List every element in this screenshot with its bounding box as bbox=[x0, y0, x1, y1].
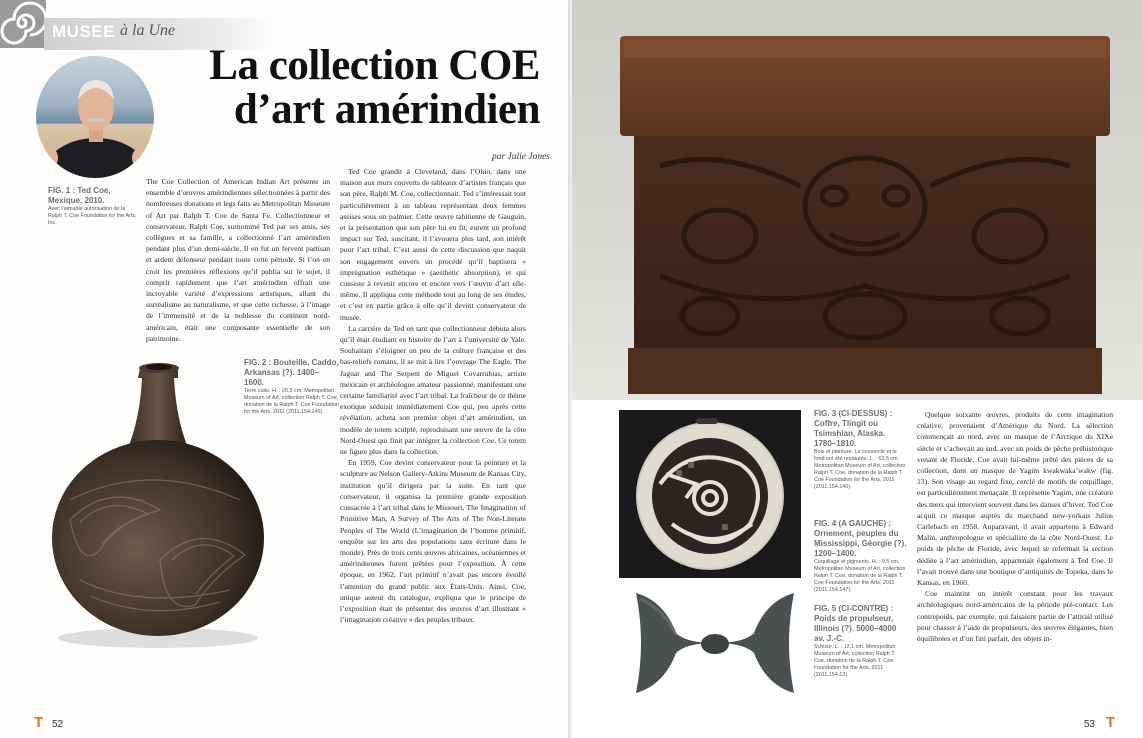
byline: par Julie Jones bbox=[491, 152, 550, 162]
caption-fig1-body: Avec l’aimable autorisation de la Ralph T. Coe Foundation for the Arts, Inc. bbox=[48, 206, 137, 226]
page-number-right: 53 bbox=[1083, 719, 1095, 730]
caption-fig3-head: FIG. 3 (CI-DESSUS) : Coffre, Tlingit ou Tsimshian, Alaska. 1780–1810. bbox=[814, 409, 893, 448]
portrait-photo bbox=[36, 56, 154, 178]
paragraph: Quelque soixante œuvres, produits de cette imagination créative, provenaient d’Amérique du Nord. La sélection commençait au nord, avec un masque de l’Arctique du XIXe siècle et s’achevait au sud, avec un poids de pêche préhistorique venant de Floride. Coe avait lui-même prêté des pièces de sa collection, dont un masque de Yagim kwakwaka’wakw (fig. 13). Son visage au regard fixe, cerclé de motifs de coquillage, est particulièrement menaçant. Il représente Yagim, une créature des mers qui intervient souvent dans les danses d’hiver. Ted Coe acquit ce masque auprès du marchand new-yorkais Julius Carlebach en 1958. Auparavant, il avait appartenu à Edward Malin, anthropologue et spécialiste de la côte Nord-Ouest. Le poids de pêche de Floride, avec lequel se refermait la section dédiée à l’art amérindien, appartenait également à Ted Coe. Il l’avait trouvé dans une boutique d’antiquités de Topeka, dans le Kansas, en 1960. bbox=[917, 410, 1113, 588]
bannerstone-photo bbox=[626, 585, 804, 703]
text-column-b bbox=[340, 166, 526, 625]
rubric-sub: à la Une bbox=[120, 22, 176, 39]
title-line-2: d’art amérindien bbox=[233, 86, 540, 133]
left-page bbox=[0, 0, 568, 738]
article-title bbox=[200, 44, 540, 132]
bottle-photo bbox=[50, 360, 265, 650]
caption-fig2-body: Terre cuite. H. : 20,3 cm. Metropolitan Museum of Art, collection Ralph T. Coe, donation de la Ralph T. Coe Foundation for the Arts, 2011 (2011.154.145). bbox=[244, 388, 339, 415]
rubric-main: MUSEE bbox=[52, 22, 115, 41]
caption-fig5 bbox=[814, 604, 908, 679]
chest-photo bbox=[620, 36, 1110, 396]
caption-fig4 bbox=[814, 519, 908, 594]
caption-fig4-head: FIG. 4 (A GAUCHE) : Ornement, peuples du Mississippi, Géorgie (?). 1200–1400. bbox=[814, 519, 907, 558]
paragraph: En 1959, Coe devint conservateur pour la peinture et la sculpture au Nelson Gallery-Atkins Museum de Kansas City, institution qu’il dirigera par la suite. En tant que conservateur, il organisa la première grande exposition consacrée à l’art tribal dans le Missouri, The Imagination of Primitive Man, A Survey of The Arts of The Non-Literate Peoples of The World (L’imagination de l’homme primitif, enquête sur les arts des populations sans écriture dans le monde). Près de trois cents œuvres africaines, océaniennes et amérindiennes furent prêtées pour l’exposition. À cette époque, en 1962, l’art primitif n’avait pas encore éveillé l’attention du grand public aux États-Unis. Ainsi, Coe, unique auteur du catalogue, expliqua que le principe de l’exposition était de présenter des œuvres d’art illustrant « l’imagination créative » des peuples tribaux. bbox=[340, 458, 526, 625]
shell-ornament-photo bbox=[632, 414, 788, 574]
paragraph: La carrière de Ted en tant que collectionneur débuta alors qu’il était étudiant en histoire de l’art à l’université de Yale. Souhaitant s’éloigner un peu de la culture française et des bas-reliefs romans, il se mit à lire l’ouvrage The Eagle, The Jaguar and The Serpent de Miguel Covarrubias, artiste mexicain et archéologue amateur passionné, manifestant une certaine familiarité avec l’art tribal. La fraîcheur de ce thème exotique séduisit immédiatement Coe qui, peu après cette révélation, acheta son premier objet d’art amérindien, un modèle de totem sculpté, reproduisant une œuvre de la côte Nord-Ouest qui finit par intégrer la collection Coe. Ce totem ne figure plus dans la collection. bbox=[340, 323, 526, 457]
paragraph: The Coe Collection of American Indian Art présente un ensemble d’œuvres amérindiennes sélectionnées à partir des nombreuses donations et legs faits au Metropolitan Museum of Art par Ralph T. Coe de Santa Fe. Collectionneur et conservateur, Ralph Coe, surnommé Ted par ses amis, ses collègues et sa famille, a collectionné l’art amérindien pendant plus d’un demi-siècle. Il en fut un fervent partisan et ardent défenseur pendant toute cette période. Si l’on en croit les premières réflexions qu’il publia sur le sujet, il comprit rapidement que l’art amérindien offrait une incroyable variété d’expressions artistiques, allant du surréalisme au naturalisme, et que cette richesse, à l’image de l’immensité et de la noblesse du continent nord-américain, était une composante essentielle de son patrimoine. bbox=[146, 177, 330, 343]
t-logo-icon: T bbox=[1105, 714, 1115, 731]
caption-fig3-body: Bois et peinture. Le couvercle et le fond ont été restaurés. L. : 63,5 cm. Metropolitan Museum of Art, collection Ralph T. Coe, donation de la Ralph T. Coe Foundation for the Arts, 2011 (2011.154.140). bbox=[814, 449, 906, 490]
paragraph: Coe maintint un intérêt constant pour les travaux archéologiques nord-américains de la période pré-contact. Les contrepoids, par exemple, qui faisaient partie de l’attirail utilisé pour chasser à l’aide de propulseurs, des œuvres élégantes, bien équilibrées et d’un fini parfait, des objets in- bbox=[917, 589, 1113, 644]
caption-fig4-body: Coquillage et pigments. H. : 9,5 cm. Metropolitan Museum of Art, collection Ralph T. Coe, donation de la Ralph T. Coe Foundation for the Arts, 2011 (2011.154.147). bbox=[814, 559, 906, 593]
text-column-a bbox=[146, 176, 330, 344]
text-column-c bbox=[917, 409, 1113, 644]
t-logo-icon: T bbox=[34, 714, 44, 731]
title-line-1: La collection COE bbox=[209, 42, 540, 89]
caption-fig5-head: FIG. 5 (CI-CONTRE) : Poids de propulseur, Illinois (?). 5000–4000 av. J.-C. bbox=[814, 604, 897, 643]
caption-fig1 bbox=[48, 186, 140, 227]
caption-fig1-head: FIG. 1 : Ted Coe, Mexique, 2010. bbox=[48, 186, 111, 205]
caption-fig3 bbox=[814, 409, 908, 491]
paragraph: Ted Coe grandit à Cleveland, dans l’Ohio, dans une maison aux murs couverts de tableaux d’artistes français que son père, Ralph M. Coe, collectionnait. Ted s’intéressait tout particulièrement à un tableau représentant deux femmes assises sous un palmier. Cette œuvre tahitienne de Gauguin, et la présentation que son père lui en fit, eurent un profond impact sur Ted, suscitant, il l’avouera plus tard, son intérêt pour l’art tribal. C’est aussi de cette discussion que naquit son engagement envers un procédé qu’il baptisera « imprégnation esthétique » (aesthetic absorption), et qui consiste à revenir encore et encore vers l’œuvre d’art elle-même. Il appliqua cette méthode tout au long de ses études, et c’est en partie grâce à elle qu’il devint conservateur de musée. bbox=[340, 167, 526, 322]
caption-fig2-head: FIG. 2 : Bouteille, Caddo, Arkansas (?). 1400–1600. bbox=[244, 358, 339, 387]
swirl-logo-icon bbox=[0, 0, 46, 48]
caption-fig5-body: Schiste. L. : 12,1 cm. Metropolitan Museum of Art, collection Ralph T. Coe, donation de la Ralph T. Coe Foundation for the Arts, 2011 (2011.154.13). bbox=[814, 644, 896, 678]
page-number-left: 52 bbox=[52, 719, 64, 730]
